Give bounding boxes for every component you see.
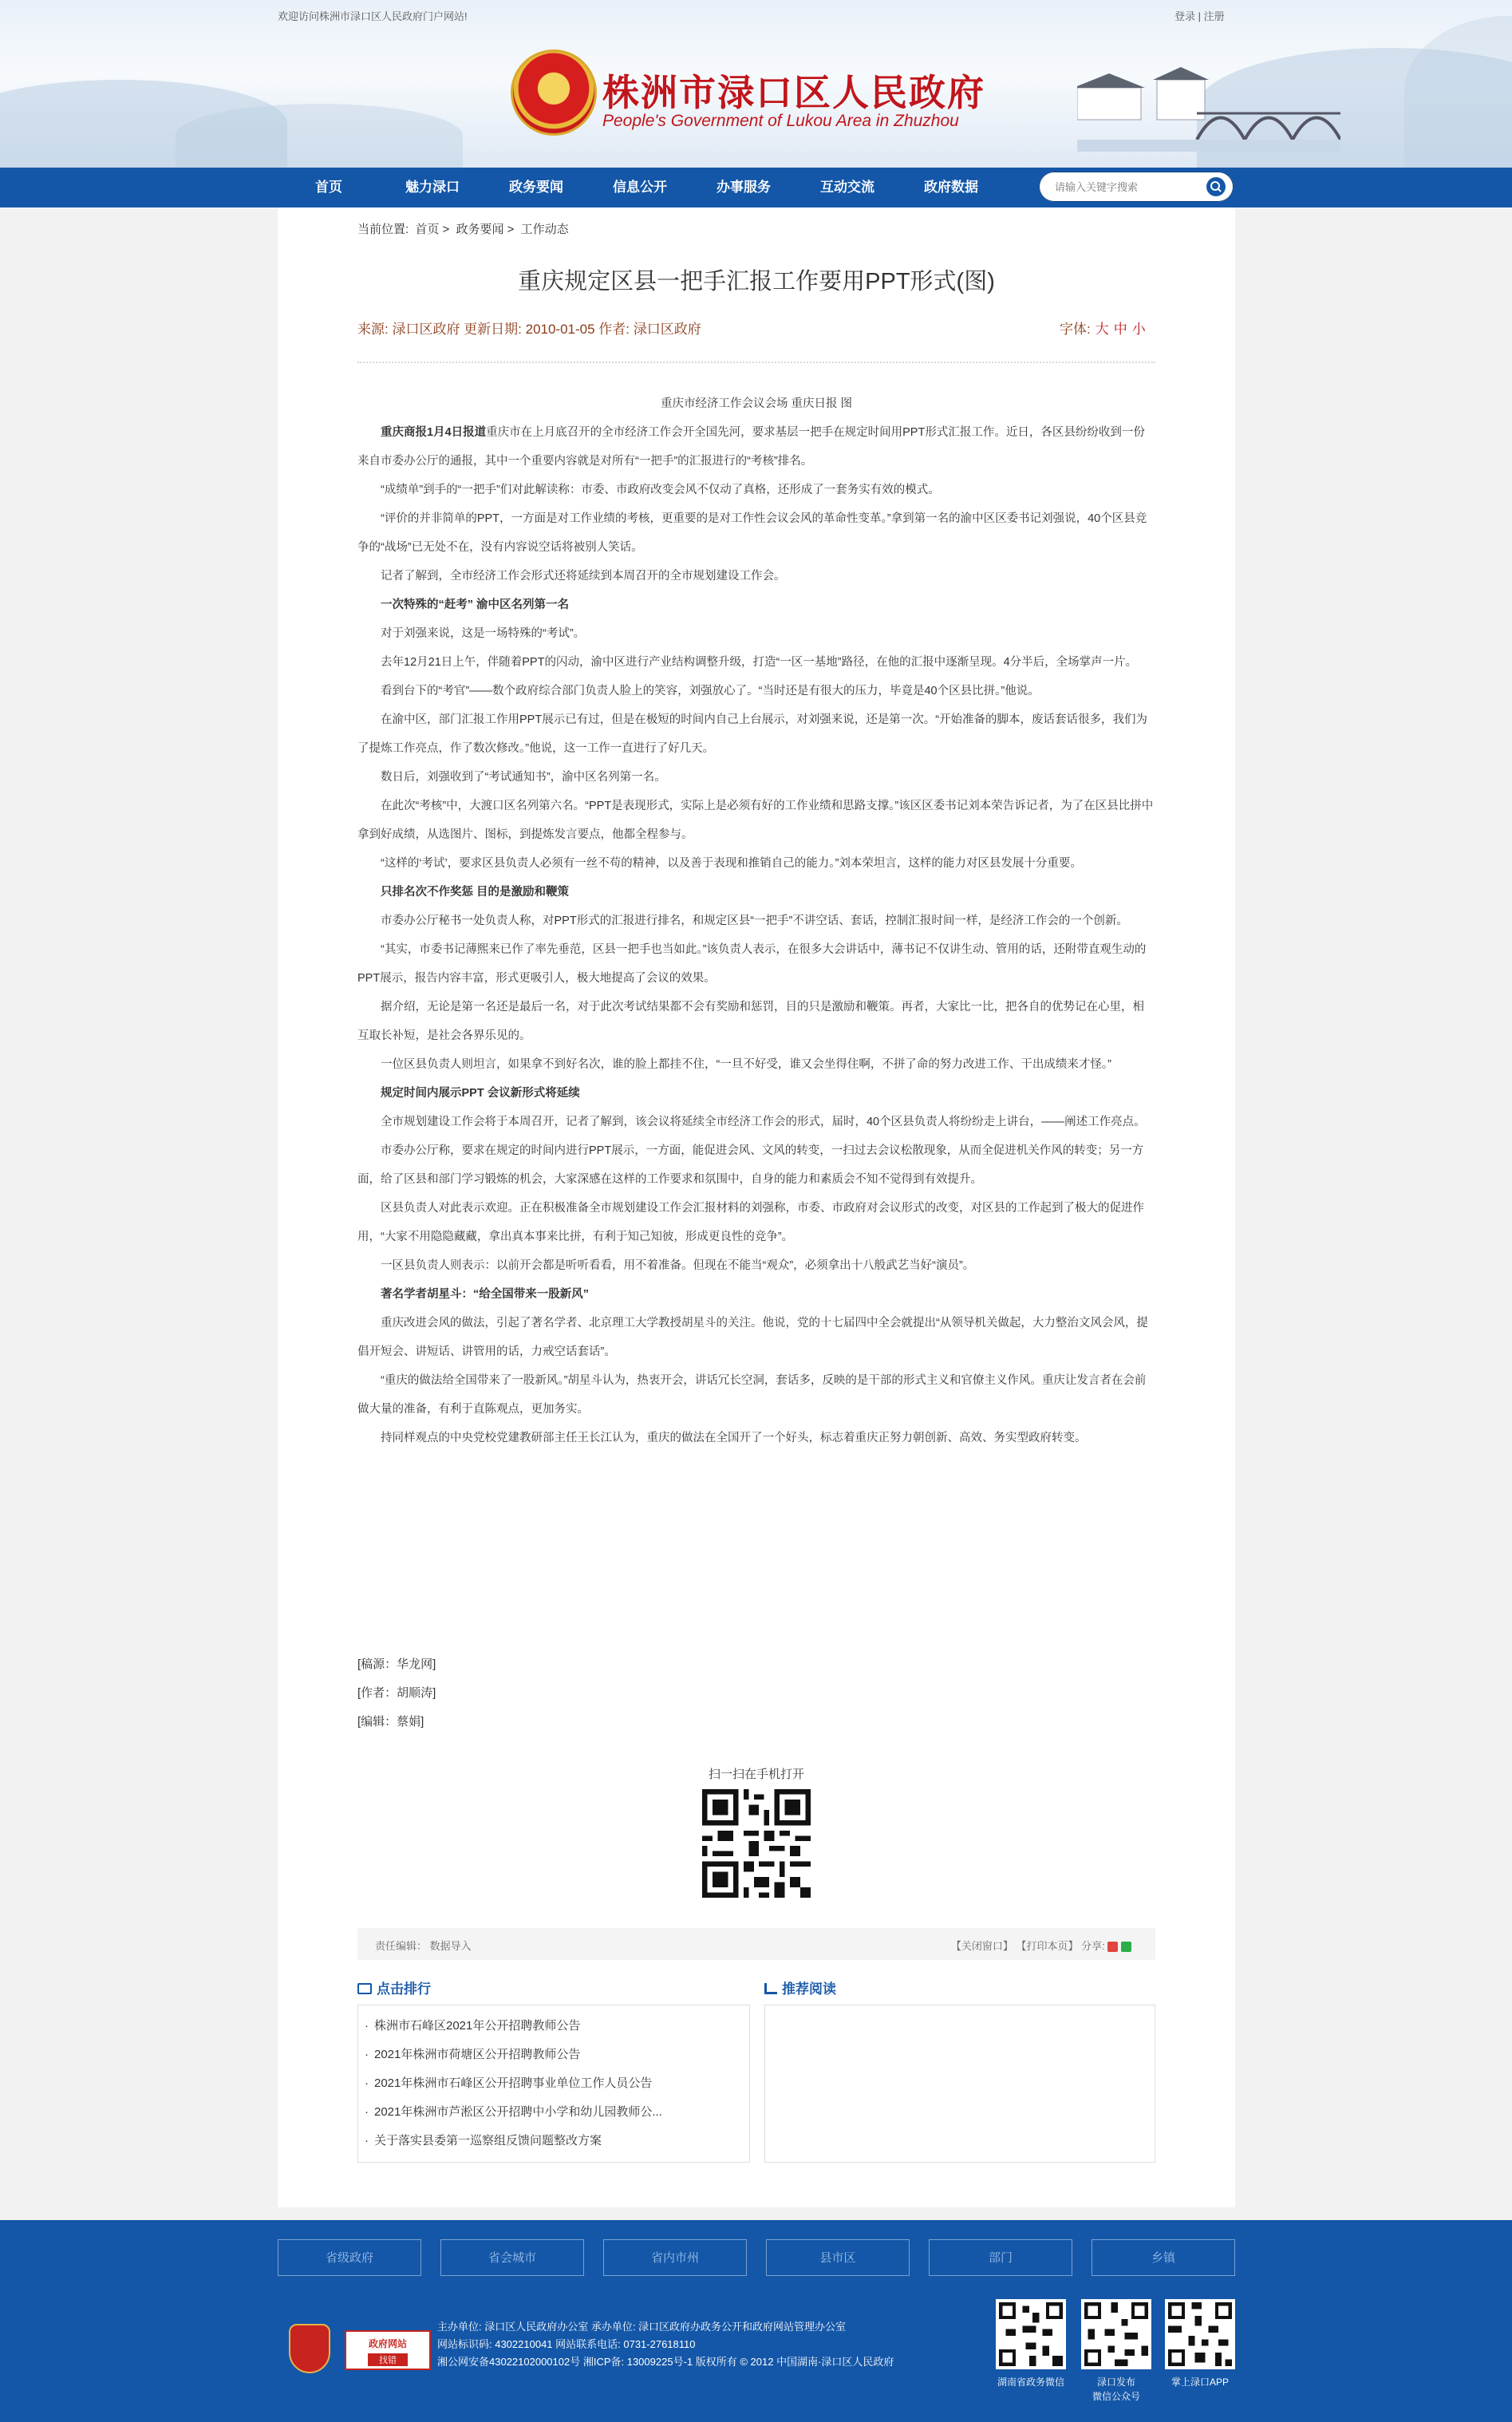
- footer-link-towns[interactable]: 乡镇: [1092, 2239, 1235, 2276]
- article-body: [357, 389, 1155, 1452]
- nav-news[interactable]: 政务要闻: [509, 180, 563, 195]
- paragraph: “其实，市委书记薄熙来已作了率先垂范，区县一把手也当如此。”该负责人表示，在很多大会讲话中，薄书记不仅讲生动、管用的话，还附带直观生动的PPT展示，报告内容丰富，形式更吸引人，极大地提高了会议的效果。: [357, 943, 1147, 985]
- paragraph: 在此次“考核”中，大渡口区名列第六名。“PPT是表现形式，实际上是必须有好的工作业绩和思路支撑。”该区区委书记刘本荣告诉记者，为了在区县比拼中拿到好成绩，从选图片、图标，到提炼发言要点，他都全程参与。: [357, 800, 1154, 841]
- badge-sub: 找错: [368, 2353, 408, 2366]
- footer-link-capital[interactable]: 省会城市: [440, 2239, 584, 2276]
- paragraph: 一位区县负责人则坦言，如果拿不到好名次，谁的脸上都挂不住，“一旦不好受，谁又会坐得住啊，不拼了命的努力改进工作、干出成绩来才怪。”: [381, 1058, 1111, 1071]
- recommend-title: 推荐阅读: [782, 1981, 836, 1997]
- section-heading: 一次特殊的“赶考” 渝中区名列第一名: [381, 599, 570, 611]
- footer-line: 湘公网安备43022102000102号 湘ICP备: 13009225号-1 版权所有 © 2012 中国湖南·渌口区人民政府: [437, 2356, 894, 2368]
- nav-home[interactable]: 首页: [315, 180, 342, 195]
- responsible-editor: 责任编辑： 数据导入: [375, 1940, 472, 1952]
- paragraph: 一区县负责人则表示：以前开会都是听听看看，用不着准备。但现在不能当“观众”，必须拿出十八般武艺当好“演员”。: [381, 1259, 975, 1272]
- search-input[interactable]: [1055, 178, 1198, 196]
- paragraph: “这样的‘考试’，要求区县负责人必须有一丝不苟的精神，以及善于表现和推销自己的能力。”刘本荣坦言，这样的能力对区县发展十分重要。: [381, 857, 1082, 870]
- credit-editor: [编辑：蔡娟]: [357, 1715, 424, 1729]
- article-title: 重庆规定区县一把手汇报工作要用PPT形式(图): [518, 269, 995, 294]
- ranking-list: [357, 2005, 750, 2163]
- welcome-text: 欢迎访问株洲市渌口区人民政府门户网站!: [278, 10, 468, 22]
- qr-code-icon: [1081, 2299, 1151, 2369]
- paragraph: 重庆改进会风的做法，引起了著名学者、北京理工大学教授胡星斗的关注。他说，党的十七届四中全会就提出“从领导机关做起，大力整治文风会风，提倡开短会、讲短话、讲管用的话，力戒空话套话”。: [357, 1317, 1148, 1358]
- print-link[interactable]: 【打印本页】: [1016, 1940, 1079, 1952]
- close-window-link[interactable]: 【关闭窗口】: [950, 1940, 1013, 1952]
- font-small-button[interactable]: 小: [1131, 322, 1146, 337]
- credit-source: [稿源：华龙网]: [357, 1657, 436, 1671]
- breadcrumb-sep: >: [507, 223, 515, 236]
- paragraph: 市委办公厅称，要求在规定的时间内进行PPT展示，一方面，能促进会风、文风的转变，一扫过去会议松散现象，从而全促进机关作风的转变；另一方面，给了区县和部门学习锻炼的机会，大家深感在这样的工作要求和氛围中，自身的能力和素质会不知不觉得到有效提升。: [357, 1144, 1144, 1186]
- font-size-switcher: [1060, 318, 1146, 338]
- party-gov-badge-icon[interactable]: [289, 2324, 330, 2373]
- breadcrumb: [357, 220, 569, 237]
- breadcrumb-news[interactable]: 政务要闻: [456, 223, 504, 236]
- ranking-header: [357, 1978, 431, 1997]
- site-title: 株洲市渌口区人民政府: [602, 72, 985, 113]
- section-heading: 只排名次不作奖惩 目的是激励和鞭策: [381, 886, 570, 899]
- paragraph: 去年12月21日上午，伴随着PPT的闪动，渝中区进行产业结构调整升级，打造“一区一基地”路径，在他的汇报中逐渐呈现。4分半后，全场掌声一片。: [381, 656, 1138, 669]
- font-size-label: 字体:: [1060, 322, 1091, 337]
- site-title-en: People's Government of Lukou Area in Zhuzhou: [602, 112, 959, 130]
- paragraph: 记者了解到，全市经济工作会形式还将延续到本周召开的全市规划建设工作会。: [381, 570, 786, 583]
- breadcrumb-work[interactable]: 工作动态: [520, 223, 569, 236]
- qr-label: 扫一扫在手机打开: [708, 1768, 804, 1781]
- qr-caption-app: 掌上渌口APP: [1171, 2377, 1229, 2388]
- wechat-share-icon[interactable]: [1121, 1942, 1131, 1952]
- breadcrumb-sep: >: [442, 223, 450, 236]
- breadcrumb-home[interactable]: 首页: [415, 223, 440, 236]
- list-item[interactable]: · 2021年株洲市荷塘区公开招聘教师公告: [358, 2041, 749, 2069]
- nav-data[interactable]: 政府数据: [924, 180, 978, 195]
- recommend-header: [764, 1978, 836, 1997]
- footer-line: 网站标识码: 4302210041 网站联系电话: 0731-27618110: [437, 2338, 696, 2350]
- national-emblem-icon: [511, 49, 597, 136]
- paragraph: “重庆的做法给全国带来了一股新风。”胡星斗认为，热衷开会，讲话冗长空洞，套话多，反映的是干部的形式主义和官僚主义作风。重庆让发言者在会前做大量的准备，有利于直陈观点，更加务实。: [357, 1374, 1147, 1416]
- nav-info[interactable]: 信息公开: [613, 180, 667, 195]
- article-credits: [357, 1650, 436, 1736]
- main-nav: [0, 168, 1512, 207]
- bridge-illustration-icon: [1077, 64, 1340, 152]
- recommend-list: [764, 2005, 1155, 2163]
- image-caption: 重庆市经济工作会议会场 重庆日报 图: [660, 397, 853, 410]
- share-label: 分享:: [1081, 1940, 1105, 1952]
- font-large-button[interactable]: 大: [1095, 322, 1109, 337]
- qr-code-icon: [996, 2299, 1066, 2369]
- footer-info: [437, 2318, 894, 2371]
- header-banner: [0, 0, 1512, 168]
- footer-link-province[interactable]: 省级政府: [278, 2239, 421, 2276]
- paragraph: [357, 418, 1155, 476]
- chart-icon: [764, 1983, 777, 1994]
- footer-link-departments[interactable]: 部门: [929, 2239, 1072, 2276]
- qr-caption-wechat-province: 湖南省政务微信: [997, 2377, 1064, 2388]
- list-item[interactable]: · 2021年株洲市芦淞区公开招聘中小学和幼儿园教师公...: [358, 2098, 749, 2127]
- paragraph: 据介绍，无论是第一名还是最后一名，对于此次考试结果都不会有奖励和惩罚，目的只是激励和鞭策。再者，大家比一比，把各自的优势记在心里，相互取长补短，是社会各界乐见的。: [357, 1001, 1144, 1042]
- nav-charm[interactable]: 魅力渌口: [405, 180, 460, 195]
- share-bar: [357, 1928, 1155, 1960]
- credit-author: [作者：胡顺涛]: [357, 1686, 436, 1700]
- footer-link-counties[interactable]: 县市区: [766, 2239, 910, 2276]
- paragraph: 对于刘强来说，这是一场特殊的“考试”。: [381, 627, 586, 640]
- paragraph: 市委办公厅秘书一处负责人称，对PPT形式的汇报进行排名，和规定区县“一把手”不讲空话、套话，控制汇报时间一样，是经济工作会的一个创新。: [381, 915, 1128, 927]
- separator: |: [1198, 10, 1202, 22]
- divider: [357, 362, 1155, 363]
- gov-site-error-badge[interactable]: [345, 2330, 431, 2370]
- section-heading: 规定时间内展示PPT 会议新形式将延续: [381, 1087, 580, 1100]
- paragraph: 持同样观点的中央党校党建教研部主任王长江认为，重庆的做法在全国开了一个好头，标志着重庆正努力朝创新、高效、务实型政府转变。: [381, 1432, 1087, 1444]
- login-link[interactable]: 登录: [1174, 10, 1196, 22]
- qr-code-icon: [702, 1789, 811, 1898]
- weibo-share-icon[interactable]: [1107, 1942, 1118, 1952]
- footer-link-cities[interactable]: 省内市州: [603, 2239, 747, 2276]
- footer-line: 主办单位: 渌口区人民政府办公室 承办单位: 渌口区政府办政务公开和政府网站管理办公室: [437, 2321, 847, 2333]
- register-link[interactable]: 注册: [1203, 10, 1225, 22]
- font-medium-button[interactable]: 中: [1113, 322, 1127, 337]
- list-item[interactable]: · 株洲市石峰区2021年公开招聘教师公告: [358, 2012, 749, 2041]
- paragraph: 数日后，刘强收到了“考试通知书”，渝中区名列第一名。: [381, 771, 666, 784]
- paragraph-text: 重庆市在上月底召开的全市经济工作会开全国先河，要求基层一把手在规定时间用PPT形式汇报工作。近日，各区县纷纷收到一份来自市委办公厅的通报，其中一个重要内容就是对所有“一把手”的汇报进行的“考核”排名。: [357, 426, 1145, 468]
- nav-interact[interactable]: 互动交流: [820, 180, 874, 195]
- search-box: [1039, 172, 1234, 202]
- paragraph: 看到台下的“考官”——数个政府综合部门负责人脸上的笑容，刘强放心了。“当时还是有很大的压力，毕竟是40个区县比拼。”他说。: [381, 685, 1040, 697]
- paragraph: 全市规划建设工作会将于本周召开，记者了解到，该会议将延续全市经济工作会的形式，届时，40个区县负责人将纷纷走上讲台，——阐述工作亮点。: [381, 1116, 1146, 1128]
- paragraph: 区县负责人对此表示欢迎。正在积极准备全市规划建设工作会汇报材料的刘强称，市委、市政府对会议形式的改变，对区县的工作起到了极大的促进作用，“大家不用隐隐藏藏，拿出真本事来比拼，有利于知己知彼，形成更良性的竞争”。: [357, 1202, 1144, 1243]
- ranking-title: 点击排行: [377, 1981, 431, 1997]
- article-meta: 来源: 渌口区政府 更新日期: 2010-01-05 作者: 渌口区政府: [357, 322, 701, 337]
- list-item[interactable]: · 2021年株洲市石峰区公开招聘事业单位工作人员公告: [358, 2069, 749, 2098]
- section-heading: 著名学者胡星斗：“给全国带来一股新风”: [381, 1288, 589, 1301]
- lead-dateline: 重庆商报1月4日报道: [381, 426, 487, 439]
- paragraph: “评价的并非简单的PPT，一方面是对工作业绩的考核，更重要的是对工作性会议会风的革命性变革。”拿到第一名的渝中区区委书记刘强说，40个区县竞争的“战场”已无处不在，没有内容说空话将被别人笑话。: [357, 512, 1147, 554]
- breadcrumb-prefix: 当前位置:: [357, 223, 409, 236]
- search-icon[interactable]: [1206, 177, 1226, 196]
- qr-caption-wechat-lukou: 渌口发布 微信公众号: [1092, 2377, 1140, 2402]
- book-icon: [357, 1983, 372, 1994]
- paragraph: “成绩单”到手的“一把手”们对此解读称：市委、市政府改变会风不仅动了真格，还形成了一套务实有效的模式。: [381, 484, 940, 496]
- list-item[interactable]: · 关于落实县委第一巡察组反馈问题整改方案: [358, 2127, 749, 2155]
- main-content: [278, 207, 1235, 2207]
- paragraph: 在渝中区，部门汇报工作用PPT展示已有过，但是在极短的时间内自己上台展示，对刘强来说，还是第一次。“开始准备的脚本，废话套话很多，我们为了提炼工作亮点，作了数次修改。”他说，这一工作一直进行了好几天。: [357, 713, 1148, 755]
- nav-service[interactable]: 办事服务: [717, 180, 771, 195]
- badge-text: 政府网站: [368, 2338, 407, 2349]
- qr-code-icon: [1165, 2299, 1235, 2369]
